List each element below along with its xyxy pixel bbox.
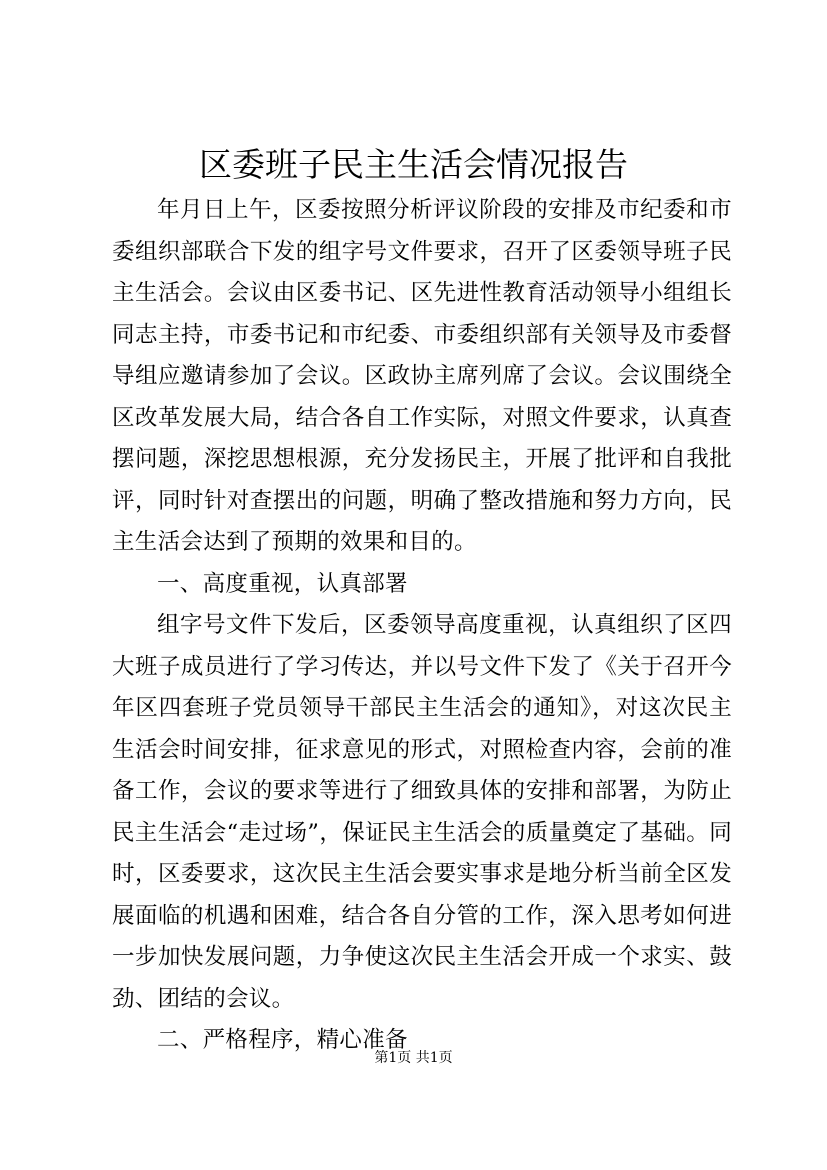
document-body [112,190,732,1062]
page-footer: 第1页 共1页 [374,1050,453,1066]
section-heading-1: 一、高度重视，认真部署 [157,570,408,597]
document-title: 区委班子民主生活会情况报告 [199,145,628,184]
section-1-paragraph: 组字号文件下发后，区委领导高度重视，认真组织了区四大班子成员进行了学习传达，并以号文件下发了《关于召开今年区四套班子党员领导干部民主生活会的通知》，对这次民主生活会时间安排，征求意见的形式，对照检查内容，会前的准备工作，会议的要求等进行了细致具体的安排和部署，为防止民主生活会“走过场”，保证民主生活会的质量奠定了基础。同时，区委要求，这次民主生活会要实事求是地分析当前全区发展面临的机遇和困难，结合各自分管的工作，深入思考如何进一步加快发展问题，力争使这次民主生活会开成一个求实、鼓劲、团结的会议。 [112,612,732,1012]
intro-paragraph: 年月日上午，区委按照分析评议阶段的安排及市纪委和市委组织部联合下发的组字号文件要求，召开了区委领导班子民主生活会。会议由区委书记、区先进性教育活动领导小组组长同志主持，市委书记和市纪委、市委组织部有关领导及市委督导组应邀请参加了会议。区政协主席列席了会议。会议围绕全区改革发展大局，结合各自工作实际，对照文件要求，认真查摆问题，深挖思想根源，充分发扬民主，开展了批评和自我批评，同时针对查摆出的问题，明确了整改措施和努力方向，民主生活会达到了预期的效果和目的。 [112,197,732,555]
section-heading-2: 二、严格程序，精心准备 [157,1027,408,1053]
